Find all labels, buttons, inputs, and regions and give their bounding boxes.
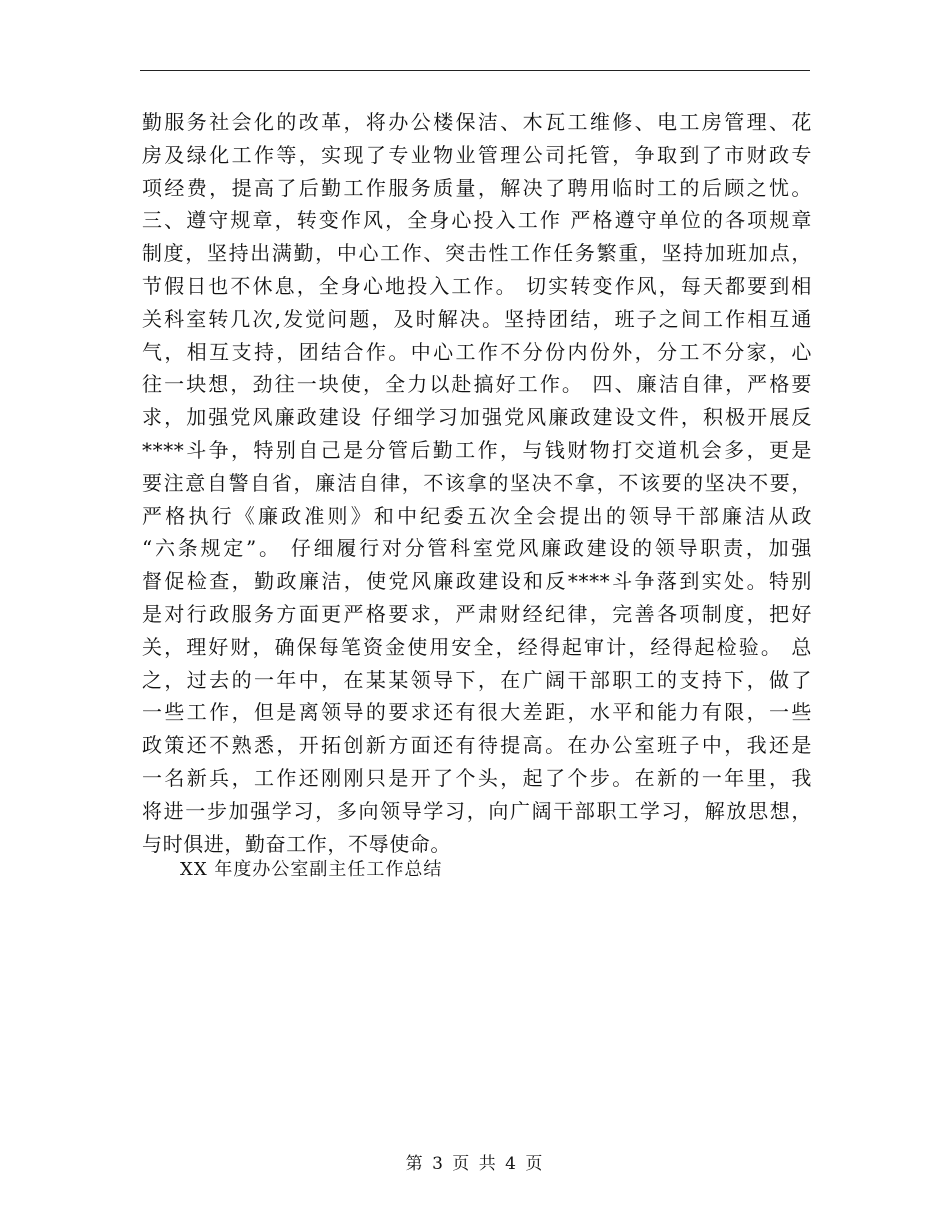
body-line: 节假日也不休息，全身心地投入工作。 切实转变作风，每天都要到相 (142, 273, 812, 298)
body-line: “六条规定”。 仔细履行对分管科室党风廉政建设的领导职责，加强 (142, 536, 812, 561)
body-line: 一些工作，但是离领导的要求还有很大差距，水平和能力有限，一些 (142, 700, 812, 725)
body-line: 与时俱进，勤奋工作，不辱使命。 (142, 831, 451, 856)
body-line: 往一块想，劲往一块使，全力以赴搞好工作。 四、廉洁自律，严格要 (142, 372, 812, 397)
body-line: 之，过去的一年中，在某某领导下，在广阔干部职工的支持下，做了 (142, 667, 812, 692)
body-line: ****斗争，特别自己是分管后勤工作，与钱财物打交道机会多，更是 (142, 437, 812, 462)
body-line: 关科室转几次,发觉问题，及时解决。坚持团结，班子之间工作相互通 (142, 306, 812, 331)
document-title: XX 年度办公室副主任工作总结 (180, 859, 443, 880)
body-line: 勤服务社会化的改革，将办公楼保洁、木瓦工维修、电工房管理、花 (142, 110, 812, 134)
body-line: 是对行政服务方面更严格要求，严肃财经纪律，完善各项制度，把好 (142, 601, 812, 626)
body-line: 项经费，提高了后勤工作服务质量，解决了聘用临时工的后顾之忧。 (142, 175, 812, 200)
body-line: 制度，坚持出满勤，中心工作、突击性工作任务繁重，坚持加班加点， (142, 241, 812, 266)
body-line: 要注意自警自省，廉洁自律，不该拿的坚决不拿，不该要的坚决不要， (142, 470, 812, 495)
body-line: 将进一步加强学习，多向领导学习，向广阔干部职工学习，解放思想， (142, 798, 812, 823)
body-line: 房及绿化工作等，实现了专业物业管理公司托管，争取到了市财政专 (142, 142, 812, 167)
header-rule (140, 70, 810, 71)
body-line: 一名新兵，工作还刚刚只是开了个头，起了个步。在新的一年里，我 (142, 765, 812, 790)
page-number-footer: 第 3 页 共 4 页 (405, 1154, 545, 1174)
body-line: 求，加强党风廉政建设 仔细学习加强党风廉政建设文件，积极开展反 (142, 405, 812, 430)
body-line: 督促检查，勤政廉洁，使党风廉政建设和反****斗争落到实处。特别 (142, 569, 812, 594)
body-line: 严格执行《廉政准则》和中纪委五次全会提出的领导干部廉洁从政 (142, 503, 812, 528)
body-line: 气，相互支持，团结合作。中心工作不分份内份外，分工不分家，心 (142, 339, 812, 364)
body-line: 三、遵守规章，转变作风，全身心投入工作 严格遵守单位的各项规章 (142, 208, 812, 233)
body-line: 政策还不熟悉，开拓创新方面还有待提高。在办公室班子中，我还是 (142, 733, 812, 758)
body-line: 关，理好财，确保每笔资金使用安全，经得起审计，经得起检验。 总 (142, 634, 812, 659)
body-text (142, 106, 812, 860)
